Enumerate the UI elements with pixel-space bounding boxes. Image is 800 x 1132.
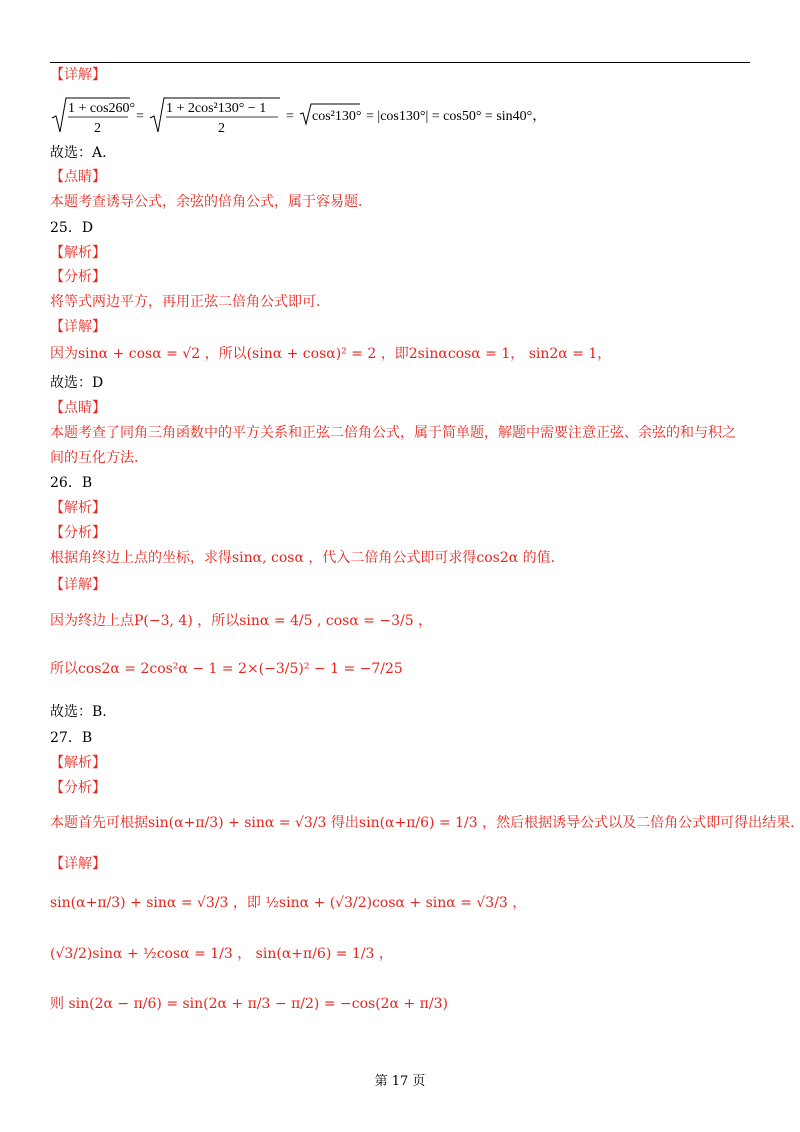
svg-text:2: 2 xyxy=(218,121,225,136)
q25-choice: 故选：D xyxy=(50,375,104,391)
q26-analysis: 根据角终边上点的坐标，求得sinα, cosα ，代入二倍角公式即可求得cos2α 的值. xyxy=(50,550,556,566)
detail-label: 【详解】 xyxy=(50,577,106,593)
q25-number: 25．D xyxy=(50,220,94,236)
fenxi-label: 【分析】 xyxy=(50,780,106,796)
svg-text:1 + 2cos²130° − 1: 1 + 2cos²130° − 1 xyxy=(166,101,267,116)
dianjing-label: 【点睛】 xyxy=(50,169,106,185)
q27-analysis: 本题首先可根据sin(α+π/3) + sinα = √3/3 得出sin(α+π/6) = 1/3 ，然后根据诱导公式以及二倍角公式即可得出结果. xyxy=(50,815,795,831)
q25-analysis: 将等式两边平方，再用正弦二倍角公式即可. xyxy=(50,294,321,310)
fenxi-label: 【分析】 xyxy=(50,525,106,541)
q26-number: 26．B xyxy=(50,475,93,491)
svg-text:=: = xyxy=(286,109,294,124)
dianjing-label: 【点睛】 xyxy=(50,400,106,416)
detail-label: 【详解】 xyxy=(50,856,106,872)
q26-choice: 故选：B. xyxy=(50,704,107,720)
q26-detail2: 所以cos2α = 2cos²α − 1 = 2×(−3/5)² − 1 = −7/25 xyxy=(50,661,403,677)
q27-number: 27．B xyxy=(50,730,93,746)
q24-formula-svg xyxy=(50,96,547,138)
svg-text:=: = xyxy=(136,109,144,124)
svg-text:1 + cos260°: 1 + cos260° xyxy=(68,101,136,116)
page-number: 第 17 页 xyxy=(374,1074,426,1089)
q25-detail: 因为sinα + cosα = √2 ，所以(sinα + cosα)² = 2 ，即2sinαcosα = 1， sin2α = 1， xyxy=(50,346,612,362)
detail-label: 【详解】 xyxy=(50,319,106,335)
analysis-label: 【解析】 xyxy=(50,755,106,771)
svg-text:cos²130°: cos²130° xyxy=(312,109,362,124)
q24-comment: 本题考查诱导公式，余弦的倍角公式，属于容易题. xyxy=(50,194,363,210)
q25-comment-line2: 间的互化方法. xyxy=(50,450,139,466)
fenxi-label: 【分析】 xyxy=(50,269,106,285)
q24-choice: 故选：A. xyxy=(50,145,107,161)
q25-comment-line1: 本题考查了同角三角函数中的平方关系和正弦二倍角公式，属于简单题，解题中需要注意正弦、余弦的和与积之 xyxy=(50,425,736,441)
svg-text:2: 2 xyxy=(94,121,101,136)
svg-text:= |cos130°| = cos50° = sin40°，: = |cos130°| = cos50° = sin40°， xyxy=(366,109,547,124)
analysis-label: 【解析】 xyxy=(50,245,106,261)
q24-formula xyxy=(50,96,547,143)
detail-label: 【详解】 xyxy=(50,67,106,83)
q27-detail3: 则 sin(2α − π/6) = sin(2α + π/3 − π/2) = −cos(2α + π/3) xyxy=(50,996,448,1012)
q26-detail1: 因为终边上点P(−3, 4) ，所以sinα = 4/5 , cosα = −3/5 ， xyxy=(50,613,433,629)
analysis-label: 【解析】 xyxy=(50,500,106,516)
top-rule xyxy=(50,62,750,63)
q27-detail1: sin(α+π/3) + sinα = √3/3 ，即 ½sinα + (√3/2)cosα + sinα = √3/3 ， xyxy=(50,895,527,911)
q27-detail2: (√3/2)sinα + ½cosα = 1/3 ， sin(α+π/6) = 1/3 ， xyxy=(50,946,393,962)
